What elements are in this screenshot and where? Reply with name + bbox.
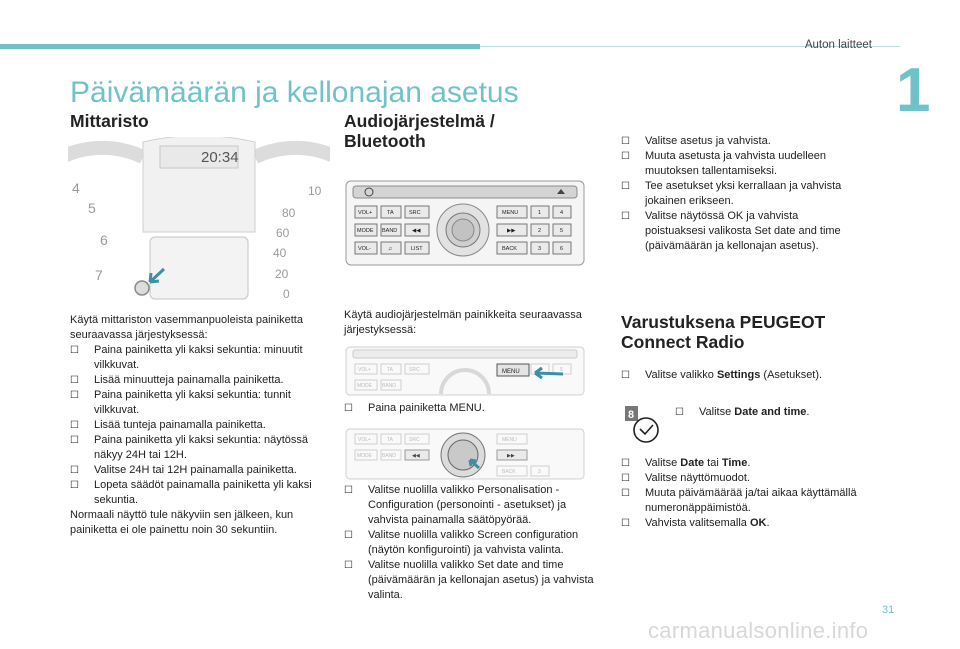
svg-text:1: 1 bbox=[538, 210, 542, 216]
header-accent-bar bbox=[0, 44, 480, 49]
checkbox-bullet-icon: ☐ bbox=[70, 480, 79, 491]
gauge-number: 80 bbox=[282, 206, 296, 220]
svg-text:VOL+: VOL+ bbox=[358, 367, 371, 373]
checkbox-bullet-icon: ☐ bbox=[344, 403, 353, 414]
clock-display: 20:34 bbox=[201, 149, 239, 166]
checkbox-bullet-icon: ☐ bbox=[621, 518, 630, 529]
svg-text:5: 5 bbox=[560, 367, 563, 373]
svg-text:MODE: MODE bbox=[357, 228, 374, 234]
checkbox-bullet-icon: ☐ bbox=[344, 485, 353, 496]
watermark: carmanualsonline.info bbox=[648, 618, 869, 643]
page-title: Päivämäärän ja kellonajan asetus bbox=[70, 76, 519, 109]
list-item: ☐ Tee asetukset yksi kerrallaan ja vahvista jokainen erikseen. bbox=[621, 180, 842, 207]
gauge-number: 60 bbox=[276, 226, 290, 240]
svg-text:VOL+: VOL+ bbox=[358, 437, 371, 443]
gauge-number: 6 bbox=[100, 232, 108, 248]
clock-icon bbox=[634, 418, 658, 442]
svg-text:MODE: MODE bbox=[357, 383, 372, 389]
gauge-number: 4 bbox=[72, 180, 80, 196]
radio-panel-illustration bbox=[345, 180, 585, 266]
svg-text:MENU: MENU bbox=[502, 437, 517, 443]
page-number: 31 bbox=[882, 604, 895, 616]
checkbox-bullet-icon: ☐ bbox=[621, 458, 630, 469]
list-item: ☐ Valitse asetus ja vahvista. bbox=[621, 135, 771, 147]
svg-text:SRC: SRC bbox=[409, 437, 420, 443]
gauge-number: 0 bbox=[283, 287, 290, 301]
checkbox-bullet-icon: ☐ bbox=[621, 488, 630, 499]
list-item: ☐ Lisää tunteja painamalla painiketta. bbox=[70, 419, 266, 431]
checkbox-bullet-icon: ☐ bbox=[70, 375, 79, 386]
checkbox-bullet-icon: ☐ bbox=[621, 181, 630, 192]
gauge-number: 40 bbox=[273, 246, 287, 260]
list-item: ☐ Vahvista valitsemalla OK. bbox=[621, 517, 770, 529]
gauge-number: 20 bbox=[275, 267, 289, 281]
checkbox-bullet-icon: ☐ bbox=[70, 420, 79, 431]
cluster-button bbox=[135, 281, 149, 295]
svg-text:▶▶: ▶▶ bbox=[507, 228, 516, 234]
list-item: ☐ Muuta asetusta ja vahvista uudelleen muutoksen tallentamiseksi. bbox=[621, 150, 827, 177]
checkbox-bullet-icon: ☐ bbox=[621, 151, 630, 162]
svg-text:TA: TA bbox=[387, 367, 394, 373]
heading-connect-radio: Varustuksena PEUGEOT Connect Radio bbox=[621, 312, 826, 352]
svg-text:◀◀: ◀◀ bbox=[412, 453, 420, 459]
checkbox-bullet-icon: ☐ bbox=[675, 407, 684, 418]
list-item: ☐ Valitse valikko Settings (Asetukset). bbox=[621, 369, 823, 381]
svg-text:BAND: BAND bbox=[382, 453, 396, 459]
checkbox-bullet-icon: ☐ bbox=[621, 211, 630, 222]
checkbox-bullet-icon: ☐ bbox=[70, 465, 79, 476]
list-item: ☐ Valitse nuolilla valikko Personalisation - Configuration (personointi - asetukset) ja vahvista painamalla säätöpyörää. bbox=[344, 484, 567, 526]
list-item: ☐ Lopeta säädöt painamalla painiketta yli kaksi sekuntia. bbox=[70, 479, 312, 506]
svg-text:BAND: BAND bbox=[382, 228, 398, 234]
svg-text:◀◀: ◀◀ bbox=[412, 228, 421, 234]
list-item: ☐ Paina painiketta MENU. bbox=[344, 402, 485, 414]
checkbox-bullet-icon: ☐ bbox=[621, 473, 630, 484]
svg-text:LIST: LIST bbox=[411, 246, 423, 252]
svg-text:4: 4 bbox=[560, 210, 564, 216]
list-item: ☐ Lisää minuutteja painamalla painiketta. bbox=[70, 374, 284, 386]
gauge-number: 7 bbox=[95, 267, 103, 283]
list-item: ☐ Paina painiketta yli kaksi sekuntia: näytössä näkyy 24H tai 12H. bbox=[70, 434, 309, 461]
svg-text:TA: TA bbox=[387, 437, 394, 443]
svg-text:BAND: BAND bbox=[382, 383, 396, 389]
svg-text:BACK: BACK bbox=[502, 469, 516, 475]
list-item: ☐ Paina painiketta yli kaksi sekuntia: minuutit vilkkuvat. bbox=[70, 344, 303, 371]
checkbox-bullet-icon: ☐ bbox=[70, 345, 79, 356]
radio-menu-illustration bbox=[345, 346, 585, 396]
list-item: ☐ Valitse näytössä OK ja vahvista poistuaksesi valikosta Set date and time (päivämäärän ja kellonajan asetus). bbox=[621, 210, 841, 252]
menu-button-label: MENU bbox=[502, 369, 520, 375]
list-item: ☐ Valitse Date and time. bbox=[675, 406, 810, 418]
svg-text:SRC: SRC bbox=[409, 367, 420, 373]
svg-text:5: 5 bbox=[560, 228, 564, 234]
col2-intro: Käytä audiojärjestelmän painikkeita seuraavassa järjestyksessä: bbox=[344, 309, 582, 336]
gauge-number: 5 bbox=[88, 200, 96, 216]
svg-text:MENU: MENU bbox=[502, 210, 519, 216]
list-item: ☐ Valitse näyttömuodot. bbox=[621, 472, 750, 484]
list-item: ☐ Valitse nuolilla valikko Screen configuration (näytön konfigurointi) ja vahvista valinta. bbox=[344, 529, 579, 556]
svg-text:VOL-: VOL- bbox=[358, 246, 371, 252]
list-item: ☐ Paina painiketta yli kaksi sekuntia: tunnit vilkkuvat. bbox=[70, 389, 291, 416]
instrument-cluster-illustration bbox=[68, 137, 330, 303]
col1-intro: Käytä mittariston vasemmanpuoleista painiketta seuraavassa järjestyksessä: bbox=[70, 314, 303, 341]
col3-date-time-step bbox=[675, 405, 865, 420]
svg-text:6: 6 bbox=[560, 246, 564, 252]
svg-text:TA: TA bbox=[387, 210, 394, 216]
section-label: Auton laitteet bbox=[804, 39, 872, 51]
radio-knob-illustration bbox=[345, 428, 585, 480]
heading-audio: Audiojärjestelmä / Bluetooth bbox=[344, 111, 495, 151]
checkbox-bullet-icon: ☐ bbox=[344, 560, 353, 571]
chapter-number: 1 bbox=[896, 56, 931, 125]
col3-settings-step bbox=[621, 368, 861, 383]
svg-text:MODE: MODE bbox=[357, 453, 372, 459]
svg-text:VOL+: VOL+ bbox=[358, 210, 373, 216]
list-item: ☐ Valitse Date tai Time. bbox=[621, 457, 751, 469]
list-item: ☐ Valitse 24H tai 12H painamalla painiketta. bbox=[70, 464, 297, 476]
svg-text:♫: ♫ bbox=[388, 246, 393, 252]
heading-mittaristo: Mittaristo bbox=[70, 111, 149, 131]
list-item: ☐ Valitse nuolilla valikko Set date and time (päivämäärän ja kellonajan asetus) ja vahvista valinta. bbox=[344, 559, 594, 601]
svg-text:3: 3 bbox=[538, 469, 541, 475]
settings-icon-illustration bbox=[625, 406, 663, 444]
icon-number: 8 bbox=[628, 409, 635, 421]
col3-steps-bottom bbox=[621, 456, 861, 531]
checkbox-bullet-icon: ☐ bbox=[70, 390, 79, 401]
col2-steps bbox=[344, 483, 599, 603]
svg-text:BACK: BACK bbox=[502, 246, 517, 252]
svg-text:▶▶: ▶▶ bbox=[507, 453, 515, 459]
col2-step-menu bbox=[344, 401, 594, 416]
checkbox-bullet-icon: ☐ bbox=[621, 370, 630, 381]
svg-text:4: 4 bbox=[538, 367, 541, 373]
col3-steps-top bbox=[621, 134, 861, 254]
col1-text bbox=[70, 313, 325, 538]
svg-text:SRC: SRC bbox=[409, 210, 421, 216]
checkbox-bullet-icon: ☐ bbox=[344, 530, 353, 541]
checkbox-bullet-icon: ☐ bbox=[70, 435, 79, 446]
list-item: ☐ Muuta päivämäärää ja/tai aikaa käyttämällä numeronäppäimistöä. bbox=[621, 487, 857, 514]
svg-text:3: 3 bbox=[538, 246, 542, 252]
col1-outro: Normaali näyttö tule näkyviin sen jälkeen, kun painiketta ei ole painettu noin 30 sekuntiin. bbox=[70, 509, 294, 536]
checkbox-bullet-icon: ☐ bbox=[621, 136, 630, 147]
svg-text:2: 2 bbox=[538, 228, 542, 234]
gauge-number: 10 bbox=[308, 184, 322, 198]
